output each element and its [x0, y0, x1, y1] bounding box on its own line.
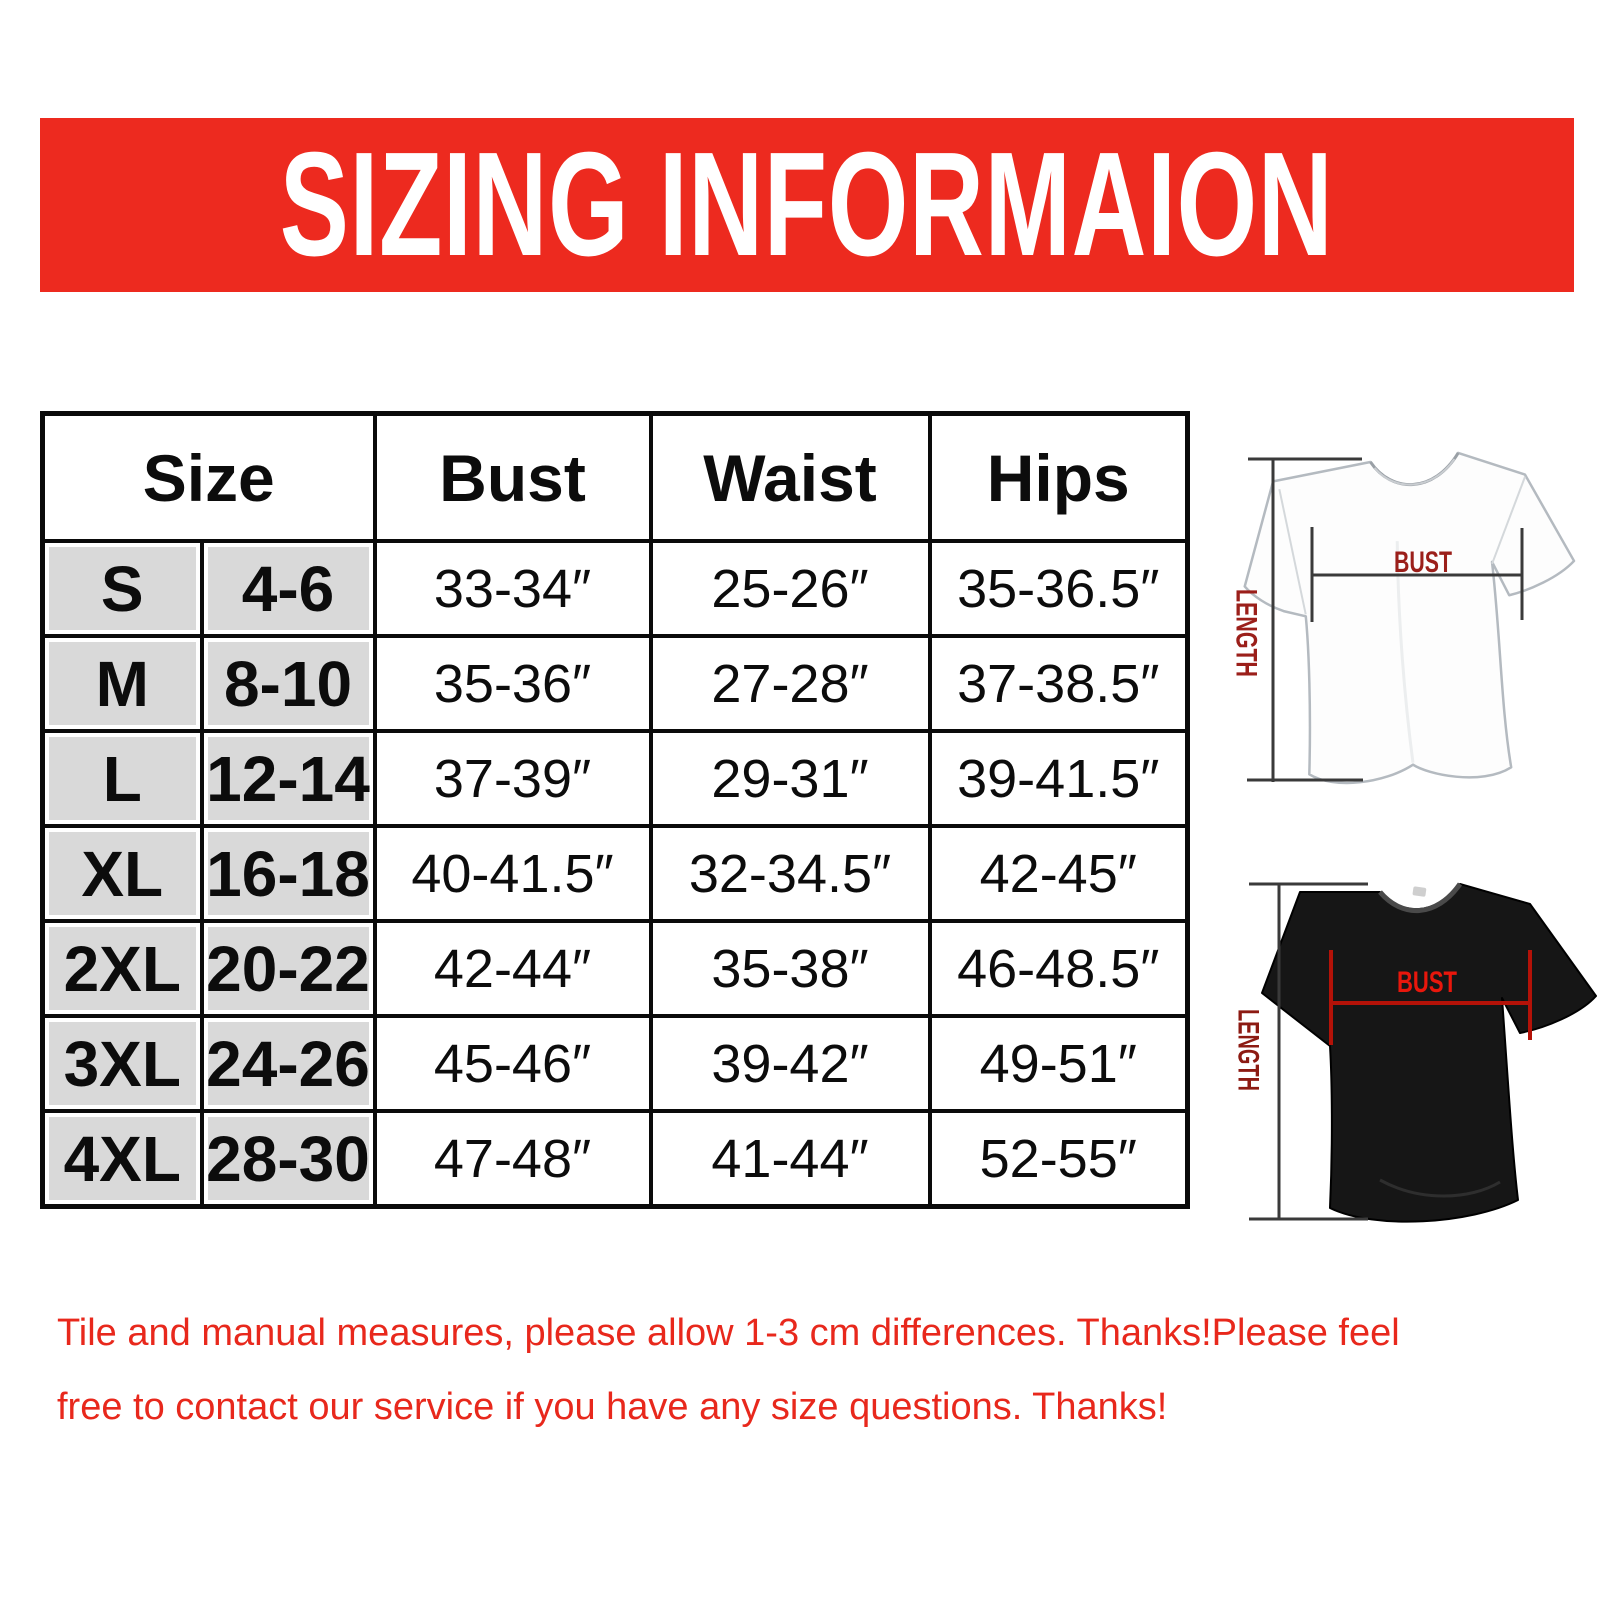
cell-hips: 49-51″: [930, 1016, 1188, 1111]
cell-hips: 39-41.5″: [930, 731, 1188, 826]
header-waist: Waist: [651, 414, 930, 542]
cell-waist: 35-38″: [651, 921, 930, 1016]
white-tshirt-diagram: [1180, 420, 1600, 810]
cell-waist: 27-28″: [651, 636, 930, 731]
cell-size-range: 16-18: [202, 826, 375, 921]
cell-size-range: 24-26: [202, 1016, 375, 1111]
table-row: [43, 541, 1188, 636]
cell-size-letter: 2XL: [43, 921, 202, 1016]
table-header-row: [43, 414, 1188, 542]
table-row: [43, 826, 1188, 921]
page-title: SIZING INFORMAION: [280, 122, 1334, 287]
length-label: LENGTH: [1231, 1009, 1265, 1133]
cell-bust: 40-41.5″: [375, 826, 651, 921]
table-row: [43, 1016, 1188, 1111]
cell-waist: 41-44″: [651, 1111, 930, 1207]
bust-label: BUST: [1394, 546, 1452, 579]
cell-size-range: 4-6: [202, 541, 375, 636]
size-table: [40, 411, 1190, 1209]
title-banner: [40, 118, 1574, 292]
black-tshirt-diagram: [1180, 850, 1600, 1230]
cell-hips: 52-55″: [930, 1111, 1188, 1207]
header-hips: Hips: [930, 414, 1188, 542]
table-row: [43, 921, 1188, 1016]
cell-size-range: 8-10: [202, 636, 375, 731]
cell-bust: 37-39″: [375, 731, 651, 826]
cell-hips: 37-38.5″: [930, 636, 1188, 731]
cell-size-letter: L: [43, 731, 202, 826]
measurement-note-line1: Tile and manual measures, please allow 1-3 cm differences. Thanks!Please feel: [57, 1312, 1400, 1354]
header-bust: Bust: [375, 414, 651, 542]
cell-bust: 45-46″: [375, 1016, 651, 1111]
cell-waist: 25-26″: [651, 541, 930, 636]
cell-size-letter: XL: [43, 826, 202, 921]
black-tshirt: [1262, 884, 1596, 1222]
cell-waist: 39-42″: [651, 1016, 930, 1111]
cell-bust: 42-44″: [375, 921, 651, 1016]
cell-bust: 35-36″: [375, 636, 651, 731]
cell-size-letter: S: [43, 541, 202, 636]
cell-bust: 47-48″: [375, 1111, 651, 1207]
cell-hips: 42-45″: [930, 826, 1188, 921]
cell-size-range: 20-22: [202, 921, 375, 1016]
cell-size-letter: M: [43, 636, 202, 731]
cell-size-letter: 3XL: [43, 1016, 202, 1111]
cell-hips: 35-36.5″: [930, 541, 1188, 636]
cell-hips: 46-48.5″: [930, 921, 1188, 1016]
table-row: [43, 636, 1188, 731]
table-row: [43, 731, 1188, 826]
white-tshirt: [1240, 449, 1581, 786]
header-size: Size: [43, 414, 375, 542]
measurement-note: [57, 1296, 1400, 1444]
cell-size-range: 28-30: [202, 1111, 375, 1207]
measurement-note-line2: free to contact our service if you have any size questions. Thanks!: [57, 1386, 1168, 1428]
cell-bust: 33-34″: [375, 541, 651, 636]
cell-waist: 32-34.5″: [651, 826, 930, 921]
bust-label: BUST: [1397, 966, 1457, 999]
cell-size-letter: 4XL: [43, 1111, 202, 1207]
table-row: [43, 1111, 1188, 1207]
length-label: LENGTH: [1229, 589, 1263, 713]
cell-size-range: 12-14: [202, 731, 375, 826]
cell-waist: 29-31″: [651, 731, 930, 826]
